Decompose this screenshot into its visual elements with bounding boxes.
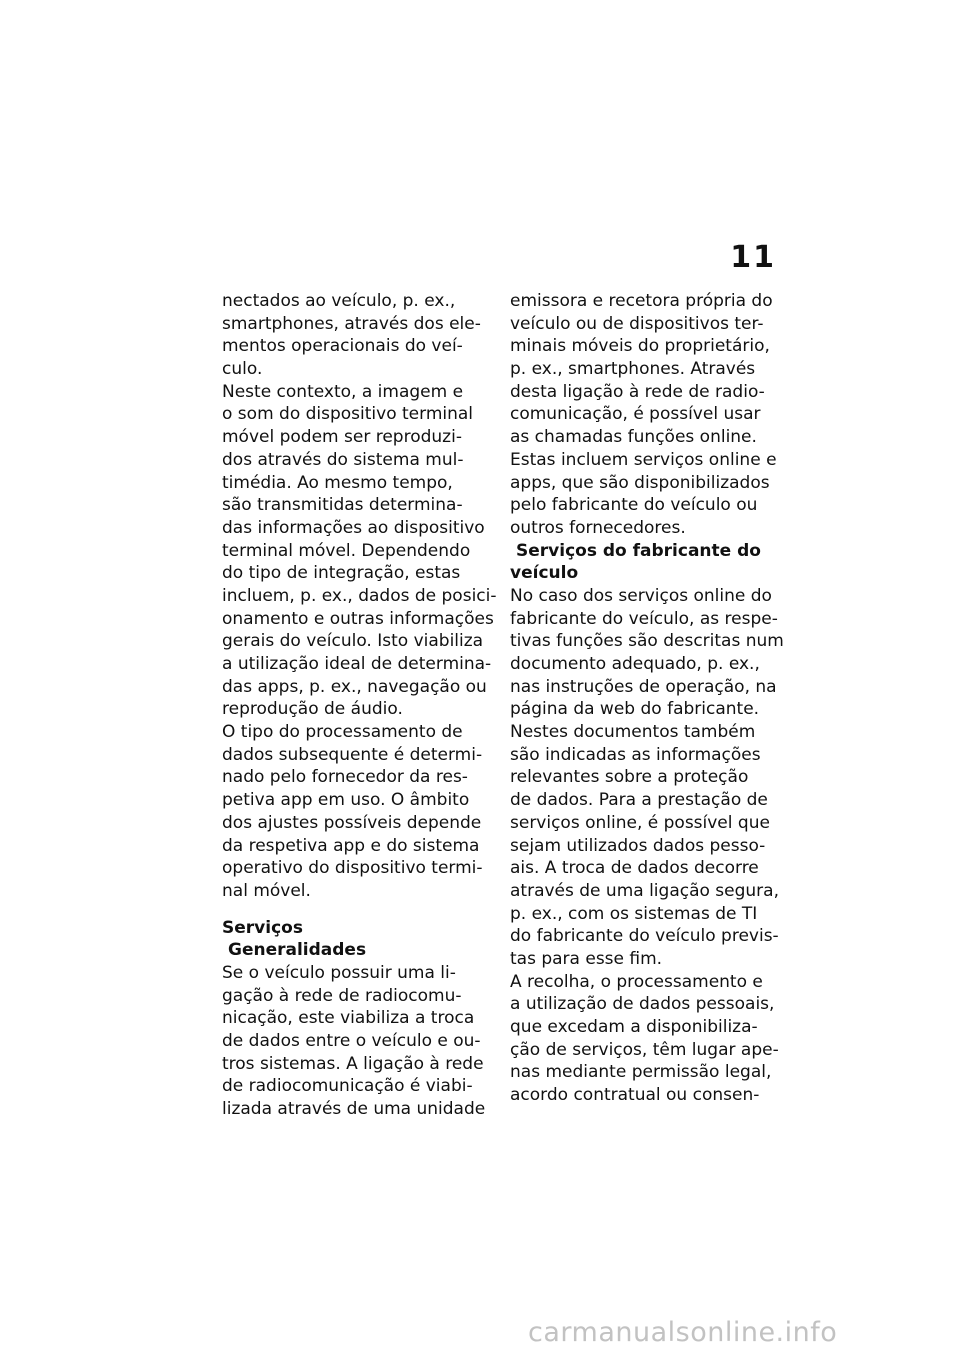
body-line: A recolha, o processamento e <box>510 971 763 992</box>
body-line: tivas funções são descritas num <box>510 631 784 652</box>
body-line: através de uma ligação segura, <box>510 880 779 901</box>
body-line: nado pelo fornecedor da res- <box>222 767 468 788</box>
body-line: desta ligação à rede de radio- <box>510 381 765 402</box>
body-line: nectados ao veículo, p. ex., <box>222 291 456 311</box>
body-line: sejam utilizados dados pesso- <box>510 835 766 856</box>
body-line: Nestes documentos também <box>510 722 756 743</box>
body-line: p. ex., com os sistemas de TI <box>510 903 758 924</box>
body-line: documento adequado, p. ex., <box>510 654 760 674</box>
body-line: No caso dos serviços online do <box>510 585 772 606</box>
body-line: ção de serviços, têm lugar ape- <box>510 1039 779 1060</box>
body-line: reprodução de áudio. <box>222 699 403 720</box>
body-line: as chamadas funções online. <box>510 427 757 448</box>
body-line: fabricante do veículo, as respe- <box>510 608 778 629</box>
body-line: das apps, p. ex., navegação ou <box>222 676 487 697</box>
body-line: do tipo de integração, estas <box>222 563 461 584</box>
body-line: das informações ao dispositivo <box>222 517 485 538</box>
body-line: mentos operacionais do veí- <box>222 336 463 357</box>
body-line: Se o veículo possuir uma li- <box>222 962 456 983</box>
subheading-manufacturer-services: Serviços do fabricante do <box>516 540 761 561</box>
body-line: o som do dispositivo terminal <box>222 404 474 425</box>
body-line: são indicadas as informações <box>510 744 761 765</box>
subheading-general: Generalidades <box>228 940 367 961</box>
body-line: Estas incluem serviços online e <box>510 449 777 470</box>
body-line: pelo fabricante do veículo ou <box>510 495 758 516</box>
body-line: gação à rede de radiocomu- <box>222 985 462 1006</box>
body-line: p. ex., smartphones. Através <box>510 359 756 380</box>
body-line: lizada através de uma unidade <box>222 1099 486 1120</box>
left-column <box>222 290 497 1121</box>
body-line: do fabricante do veículo previs- <box>510 926 779 947</box>
body-line: dos através do sistema mul- <box>222 449 464 470</box>
body-line: serviços online, é possível que <box>510 812 770 833</box>
body-line: apps, que são disponibilizados <box>510 472 770 493</box>
body-line: comunicação, é possível usar <box>510 404 761 425</box>
body-line: nas mediante permissão legal, <box>510 1062 772 1083</box>
body-line: culo. <box>222 359 263 380</box>
body-line: de dados entre o veículo e ou- <box>222 1031 481 1051</box>
body-line: dos ajustes possíveis depende <box>222 812 482 833</box>
right-column <box>510 290 782 1107</box>
body-line: gerais do veículo. Isto viabiliza <box>222 631 484 652</box>
body-line: timédia. Ao mesmo tempo, <box>222 472 453 493</box>
body-line: móvel podem ser reproduzi- <box>222 427 462 448</box>
body-line: a utilização ideal de determina- <box>222 654 492 674</box>
body-line: página da web do fabricante. <box>510 699 760 720</box>
body-line: são transmitidas determina- <box>222 495 463 516</box>
body-line: a utilização de dados pessoais, <box>510 994 775 1015</box>
body-line: petiva app em uso. O âmbito <box>222 790 470 811</box>
body-line: outros fornecedores. <box>510 517 686 538</box>
body-line: da respetiva app e do sistema <box>222 835 480 856</box>
section-heading-services: Serviços <box>222 917 303 938</box>
body-line: O tipo do processamento de <box>222 722 463 743</box>
body-line: smartphones, através dos ele- <box>222 313 481 334</box>
body-line: nicação, este viabiliza a troca <box>222 1008 475 1029</box>
body-line: nas instruções de operação, na <box>510 676 777 697</box>
body-line: tros sistemas. A ligação à rede <box>222 1053 484 1074</box>
body-line: onamento e outras informações <box>222 608 494 629</box>
body-line: relevantes sobre a proteção <box>510 767 749 788</box>
subheading-manufacturer-services-cont: veículo <box>510 563 579 584</box>
body-line: tas para esse fim. <box>510 948 663 969</box>
body-line: dados subsequente é determi- <box>222 744 483 765</box>
body-line: emissora e recetora própria do <box>510 291 773 311</box>
body-line: minais móveis do proprietário, <box>510 336 770 357</box>
watermark-link[interactable]: carmanualsonline.info <box>528 1317 838 1348</box>
body-line: Neste contexto, a imagem e <box>222 381 464 402</box>
body-line: terminal móvel. Dependendo <box>222 540 471 561</box>
body-line: acordo contratual ou consen- <box>510 1085 760 1106</box>
body-line: nal móvel. <box>222 880 311 901</box>
body-line: operativo do dispositivo termi- <box>222 858 483 879</box>
body-line: incluem, p. ex., dados de posici- <box>222 585 497 606</box>
section-gap <box>222 903 494 917</box>
body-line: que excedam a disponibiliza- <box>510 1017 758 1037</box>
body-line: de radiocomunicação é viabi- <box>222 1076 473 1097</box>
page-number: 11 <box>730 240 776 275</box>
body-line: ais. A troca de dados decorre <box>510 858 759 879</box>
body-line: veículo ou de dispositivos ter- <box>510 313 764 334</box>
body-line: de dados. Para a prestação de <box>510 790 768 811</box>
